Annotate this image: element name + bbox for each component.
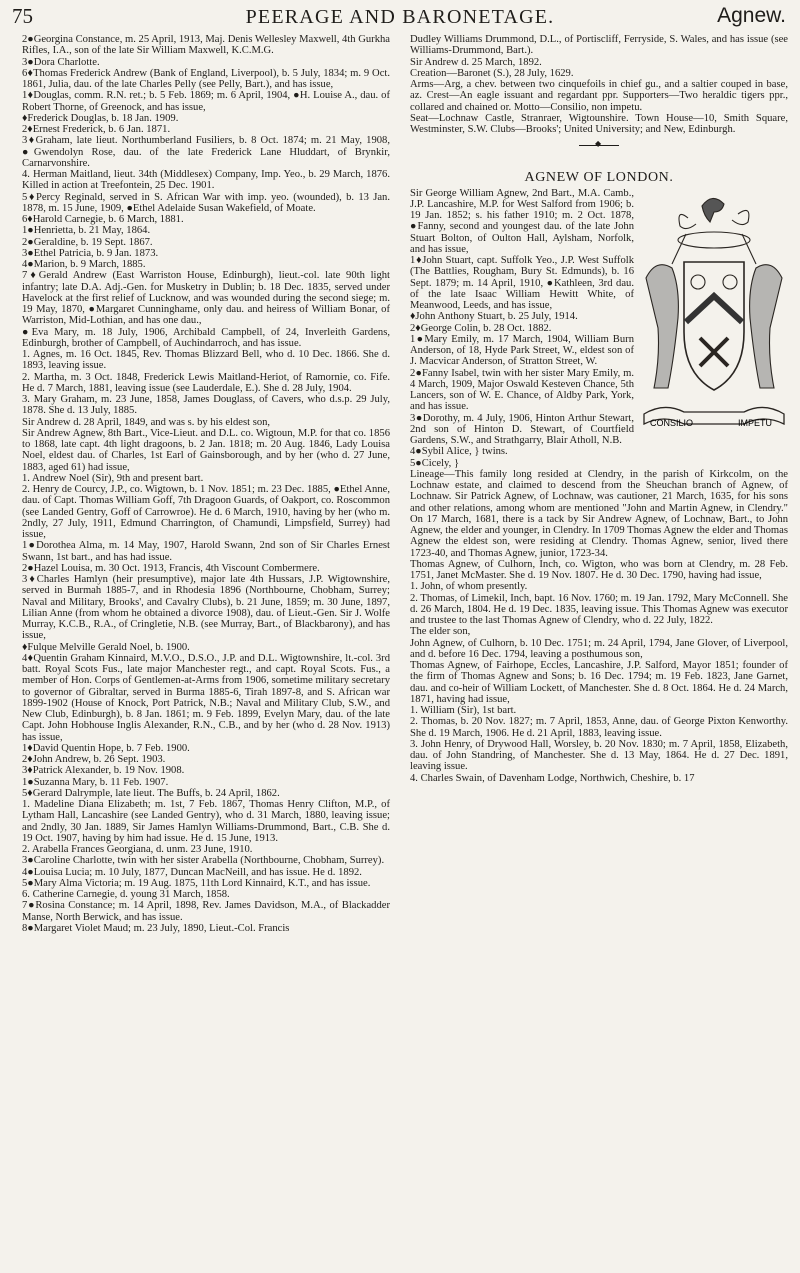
entry-paragraph: 2. Thomas, b. 20 Nov. 1827; m. 7 April, 1853, Anne, dau. of George Pixton Kenworthy. She d. 19 March, 1906. He d. 21 April, 1883, leaving issue. <box>410 716 788 739</box>
entry-paragraph: 1♦John Stuart, capt. Suffolk Yeo., J.P. West Suffolk (The Battlies, Rougham, Bury St. Edmunds), b. 16 Sept. 1879; m. 14 April, 1910, ●Kathleen, 3rd dau. of the late Isaac William Hewitt White, of Meanwood, Leeds, and has issue, <box>410 255 634 311</box>
entry-paragraph: Lineage—This family long resided at Clendry, in the parish of Kirkcolm, on the Lochnaw estate, and claimed to descend from the Sheuchan branch of Agnew, of Lochnaw. Sir Patrick Agnew, of Lochnaw, was cautioner, 21 March, 1635, for his sons and other relations, among whom are mentioned "John and Martin Agnew, in Clendry." On 17 March, 1681, there is a tack by Sir Andrew Agnew, of Lochnaw, Bart., to John Agnew, the elder and younger, in Clendry. In 1709 Thomas Agnew the elder and Thomas Agnew the eldest son, were residing at Clendry. Thomas Agnew, senior, lived there 1723-40, and Thomas Agnew, junior, 1723-34. <box>410 468 788 559</box>
entry-paragraph: 5♦Percy Reginald, served in S. African War with imp. yeo. (wounded), b. 13 Jan. 1878, m. 15 June, 1909, ●Ethel Adelaide Susan Wakefield, of Moate. <box>22 191 390 214</box>
entry-paragraph: Thomas Agnew, of Fairhope, Eccles, Lancashire, J.P. Salford, Mayor 1851; founder of the firm of Thomas Agnew and Sons; b. 16 Dec. 1794; m. 19 Feb. 1823, Jane Garnet, dau. and co-heir of William Lockett, of Manchester. She d. 8 Oct. 1864. He d. 24 March, 1871, having had issue, <box>410 660 788 705</box>
entry-paragraph: ♦Fulque Melville Gerald Noel, b. 1900. <box>22 641 190 653</box>
entry-paragraph: 3●Ethel Patricia, b. 9 Jan. 1873. <box>22 247 159 259</box>
entry-paragraph: 1. Agnes, m. 16 Oct. 1845, Rev. Thomas Blizzard Bell, who d. 10 Dec. 1866. She d. 1893, leaving issue. <box>22 349 390 372</box>
entry-paragraph: 6. Catherine Carnegie, d. young 31 March, 1858. <box>22 889 230 900</box>
entry-paragraph: ♦John Anthony Stuart, b. 25 July, 1914. <box>410 311 578 323</box>
entry-paragraph: 2●Georgina Constance, m. 25 April, 1913, Maj. Denis Wellesley Maxwell, 4th Gurkha Rifles, I.A., son of the late Sir William Maxwell, K.C.M.G. <box>22 34 390 57</box>
entry-paragraph: Sir Andrew d. 25 March, 1892. <box>410 56 542 68</box>
torse <box>678 232 750 248</box>
entry-paragraph: 4. Herman Maitland, lieut. 34th (Middlesex) Company, Imp. Yeo., b. 29 March, 1876. Killed in action at Treefontein, 25 Dec. 1901. <box>22 169 390 192</box>
entry-paragraph: 6♦Thomas Frederick Andrew (Bank of England, Liverpool), b. 5 July, 1834; m. 9 Oct. 1861, Julia, dau. of the late Charles Pelly (see Pelly, Bart.), and has issue, <box>22 67 390 90</box>
entry-paragraph: 2♦Ernest Frederick, b. 6 Jan. 1871. <box>22 124 171 135</box>
entry-paragraph: Creation—Baronet (S.), 28 July, 1629. <box>410 67 574 79</box>
entry-paragraph: 3●Dora Charlotte. <box>22 56 100 68</box>
left-column <box>22 34 390 934</box>
entry-paragraph: Thomas Agnew, of Culhorn, Inch, co. Wigton, who was born at Clendry, m. 28 Feb. 1751, Janet McMaster. She d. 19 Nov. 1807. He d. 30 Dec. 1790, having had issue, <box>410 558 788 581</box>
entry-paragraph: Sir Andrew Agnew, 8th Bart., Vice-Lieut. and D.L. co. Wigtoun, M.P. for that co. 1856 to 1868, late capt. 4th light dragoons, b. 2 Jan. 1818; m. 20 Aug. 1846, Lady Louisa Noel, eldest dau. of Charles, 1st Earl of Gainsborough, and by her (who d. 27 June, 1883, aged 61) had issue, <box>22 427 390 473</box>
entry-paragraph: 8●Margaret Violet Maud; m. 23 July, 1890, Lieut.-Col. Francis <box>22 922 290 934</box>
entry-paragraph: 4●Louisa Lucia; m. 10 July, 1877, Duncan MacNeill, and has issue. He d. 1892. <box>22 866 362 878</box>
entry-paragraph: 4. Charles Swain, of Davenham Lodge, Northwich, Cheshire, b. 17 <box>410 772 695 784</box>
entry-paragraph: ●Eva Mary, m. 18 July, 1906, Archibald Campbell, of 24, Inverleith Gardens, Edinburgh, brother of Campbell, of Auchindarroch, and has issue. <box>22 326 390 349</box>
entry-paragraph: Sir Andrew d. 28 April, 1849, and was s. by his eldest son, <box>22 416 271 428</box>
shield <box>684 262 744 390</box>
entry-paragraph: 6♦Harold Carnegie, b. 6 March, 1881. <box>22 214 184 225</box>
entry-paragraph: John Agnew, of Culhorn, b. 10 Dec. 1751; m. 24 April, 1794, Jane Glover, of Liverpool, and d. before 16 Dec. 1794, leaving a posthumous son, <box>410 637 788 660</box>
entry-paragraph: 3♦Graham, late lieut. Northumberland Fusiliers, b. 8 Oct. 1874; m. 21 May, 1908, ●Gwendolyn Rose, dau. of the late Frederick Lane Hluddart, of Brynkir, Carnarvonshire. <box>22 135 390 169</box>
entry-paragraph: Seat—Lochnaw Castle, Stranraer, Wigtounshire. Town House—10, Smith Square, Westminster, S.W. Clubs—Brooks'; United University; and New, Edinburgh. <box>410 112 788 135</box>
entry-paragraph: 1. William (Sir), 1st bart. <box>410 705 517 716</box>
motto-left: CONSILIO <box>650 417 694 428</box>
entry-paragraph: 1♦David Quentin Hope, b. 7 Feb. 1900. <box>22 742 190 754</box>
supporter-tiger-left <box>646 264 678 387</box>
article-heading: AGNEW OF LONDON. <box>524 170 674 186</box>
entry-paragraph: 2. Henry de Courcy, J.P., co. Wigtown, b. 1 Nov. 1851; m. 23 Dec. 1885, ●Ethel Anne, dau. of Capt. Thomas William Goff, 7th Dragoon Guards, of Oakport, co. Roscommon (see Landed Gentry, Goff of Carrowroe). He d. 6 March, 1910, having by her (who m. 2ndly, 27 July, 1911, Edmund Charrington, of Chamundi, Limpsfield, Surrey) had issue, <box>22 484 390 540</box>
right-column <box>410 34 788 784</box>
entry-paragraph: 2●Hazel Louisa, m. 30 Oct. 1913, Francis, 4th Viscount Combermere. <box>22 562 320 574</box>
entry-paragraph: Dudley Williams Drummond, D.L., of Portiscliff, Ferryside, S. Wales, and has issue (see Williams-Drummond, Bart.). <box>410 34 788 57</box>
page-header <box>0 0 800 28</box>
entry-paragraph: 5●Cicely, } <box>410 457 460 469</box>
entry-paragraph: 1. Madeline Diana Elizabeth; m. 1st, 7 Feb. 1867, Thomas Henry Clifton, M.P., of Lytham Hall, Lancashire (see Landed Gentry), who d. 31 March, 1880, leaving issue; and 2ndly, 30 Jan. 1889, Sir James Hamlyn Williams-Drummond, Bart., C.B. She d. 19 Oct. 1907, having by him had issue. He d. 15 June, 1913. <box>22 799 390 844</box>
entry-paragraph: 5●Mary Alma Victoria; m. 19 Aug. 1875, 11th Lord Kinnaird, K.T., and has issue. <box>22 877 371 889</box>
entry-paragraph: 4●Sybil Alice, } twins. <box>410 446 508 458</box>
entry-paragraph: 1♦Douglas, comm. R.N. ret.; b. 5 Feb. 1869; m. 6 April, 1904, ●H. Louise A., dau. of Robert Thorne, of Greenock, and has issue, <box>22 90 390 113</box>
entry-paragraph: 1●Dorothea Alma, m. 14 May, 1907, Harold Swann, 2nd son of Sir Charles Ernest Swann, 1st bart., and has had issue. <box>22 540 390 563</box>
entry-paragraph: The elder son, <box>410 626 471 638</box>
entry-paragraph: 4●Marion, b. 9 March, 1885. <box>22 259 146 270</box>
running-surname: Agnew. <box>717 4 786 27</box>
entry-paragraph: 2●Fanny Isabel, twin with her sister Mary Emily, m. 4 March, 1909, Major Oswald Kesteven Chance, 5th Lancers, son of W. E. Chance, of Aldby Park, York, and has issue. <box>410 367 634 413</box>
page-number: 75 <box>12 4 33 28</box>
entry-paragraph: 3●Dorothy, m. 4 July, 1906, Hinton Arthur Stewart, 2nd son of Hinton D. Stewart, of Courtfield Gardens, S.W., and Strathgarry, Blair Atholl, N.B. <box>410 412 634 446</box>
entry-paragraph: Sir George William Agnew, 2nd Bart., M.A. Camb., J.P. Lancashire, M.P. for West Salford from 1906; b. 19 Jan. 1852; s. his father 1910; m. 2 Oct. 1878, ●Fanny, second and youngest dau. of the late John Stuart Bolton, of Oulton Hall, Aylsham, Norfolk, and has issue, <box>410 187 634 255</box>
entry-paragraph: 1●Mary Emily, m. 17 March, 1904, William Burn Anderson, of 18, Hyde Park Street, W., eldest son of J. Macvicar Anderson, of Stratton Street, W. <box>410 333 634 368</box>
entry-paragraph: 4♦Quentin Graham Kinnaird, M.V.O., D.S.O., J.P. and D.L. Wigtownshire, lt.-col. 3rd batt. Royal Scots Fus., late major Manchester regt., and capt. Royal Scots. Fus., a member of Hon. Corps of Gentlemen-at-Arms from 1906, sometime military secretary to governor of Gibraltar, served in Burma 1885-6, Tirah 1897-8, and S. African war 1899-1902 (House of Knock, Port Patrick, N.B.; Naval and Military Club, S.W., and New Club, Edinburgh), b. 8 Jan. 1861; m. 9 Feb. 1899, Evelyn Mary, dau. of the late Capt. John Hobhouse Inglis Alexander, R.N., C.B., and by her (who d. 28 Nov. 1913) has issue, <box>22 652 390 743</box>
entry-paragraph: 1. John, of whom presently. <box>410 581 528 593</box>
entry-paragraph: 2●Geraldine, b. 19 Sept. 1867. <box>22 236 153 248</box>
entry-paragraph: Arms—Arg, a chev. between two cinquefoils in chief gu., and a saltier couped in base, az. Crest—An eagle issuant and regardant ppr. Supporters—Two heraldic tigers ppr., collared and chained or. Motto—Consilio, non impetu. <box>410 79 788 113</box>
crest-eagle <box>702 198 724 222</box>
entry-paragraph: 2. Arabella Frances Georgiana, d. unm. 23 June, 1910. <box>22 844 253 855</box>
coat-of-arms <box>640 188 788 440</box>
entry-paragraph: 1●Henrietta, b. 21 May, 1864. <box>22 225 151 237</box>
entry-paragraph: 2♦George Colin, b. 28 Oct. 1882. <box>410 322 552 334</box>
previous-entry-tail <box>410 34 788 135</box>
entry-paragraph: 2♦John Andrew, b. 26 Sept. 1903. <box>22 754 166 765</box>
entry-paragraph: 3♦Charles Hamlyn (heir presumptive), major late 4th Hussars, J.P. Wigtownshire, served in Burmah 1885-7, and in Rhodesia 1896 (Northbourne, Chobham, Surrey; Naval and Military, Brooks', and Cavalry Clubs), b. 21 June, 1859; m. 30 June, 1897, Lilian Anne (from whom he obtained a divorce 1908), dau. of Lieut.-Gen. Sir J. Wolfe Murray, K.C.B., R.A., of Cringletie, N.B. (see Murray, Bart., of Blackbarony), and has issue, <box>22 574 390 642</box>
motto-right: IMPETU <box>738 417 773 428</box>
entry-paragraph: 1. Andrew Noel (Sir), 9th and present bart. <box>22 472 204 484</box>
section-divider <box>579 145 619 146</box>
entry-paragraph: ♦Frederick Douglas, b. 18 Jan. 1909. <box>22 112 179 124</box>
running-title: PEERAGE AND BARONETAGE. <box>245 6 555 28</box>
entry-paragraph: 1●Suzanna Mary, b. 11 Feb. 1907. <box>22 776 169 788</box>
entry-paragraph: 3. John Henry, of Drywood Hall, Worsley, b. 20 Nov. 1830; m. 7 April, 1858, Elizabeth, dau. of John Standring, of Manchester. She d. 13 May, 1864. He d. 27 Dec. 1891, leaving issue. <box>410 738 788 773</box>
entry-paragraph: 5♦Gerard Dalrymple, late lieut. The Buffs, b. 24 April, 1862. <box>22 787 280 799</box>
entry-paragraph: 3●Caroline Charlotte, twin with her sister Arabella (Northbourne, Chobham, Surrey). <box>22 855 385 867</box>
entry-paragraph: 2. Martha, m. 3 Oct. 1848, Frederick Lewis Maitland-Heriot, of Ramornie, co. Fife. He d. 7 March, 1881, leaving issue (see Lauderdale, E.). She d. 28 July, 1904. <box>22 371 390 394</box>
entry-paragraph: 7♦Gerald Andrew (East Warriston House, Edinburgh), lieut.-col. late 90th light infantry; late D.A. Adj.-Gen. for Musketry in Dublin; b. 18 Dec. 1835, served under Havelock at the first relief of Lucknow, and was wounded during the second siege; m. 19 May, 1870, ●Margaret Cunninghame, only dau. and heiress of William Bonar, of Warriston, Mid-Lothian, and has one dau., <box>22 270 390 327</box>
entry-paragraph: 2. Thomas, of Limekil, Inch, bapt. 16 Nov. 1760; m. 19 Jan. 1792, Mary McConnell. She d. 26 March, 1804. He d. 19 Dec. 1835, leaving issue. This Thomas Agnew was executor and trustee to the last Thomas Agnew of Clendry, who d. 22 July, 1822. <box>410 592 788 626</box>
entry-paragraph: 3. Mary Graham, m. 23 June, 1858, James Douglass, of Cavers, who d.s.p. 29 July, 1878. She d. 13 July, 1885. <box>22 394 390 417</box>
entry-paragraph: 3♦Patrick Alexander, b. 19 Nov. 1908. <box>22 765 185 777</box>
entry-paragraph: 7●Rosina Constance; m. 14 April, 1898, Rev. James Davidson, M.A., of Blackadder Manse, North Berwick, and has issue. <box>22 900 390 923</box>
supporter-tiger-right <box>750 264 782 387</box>
